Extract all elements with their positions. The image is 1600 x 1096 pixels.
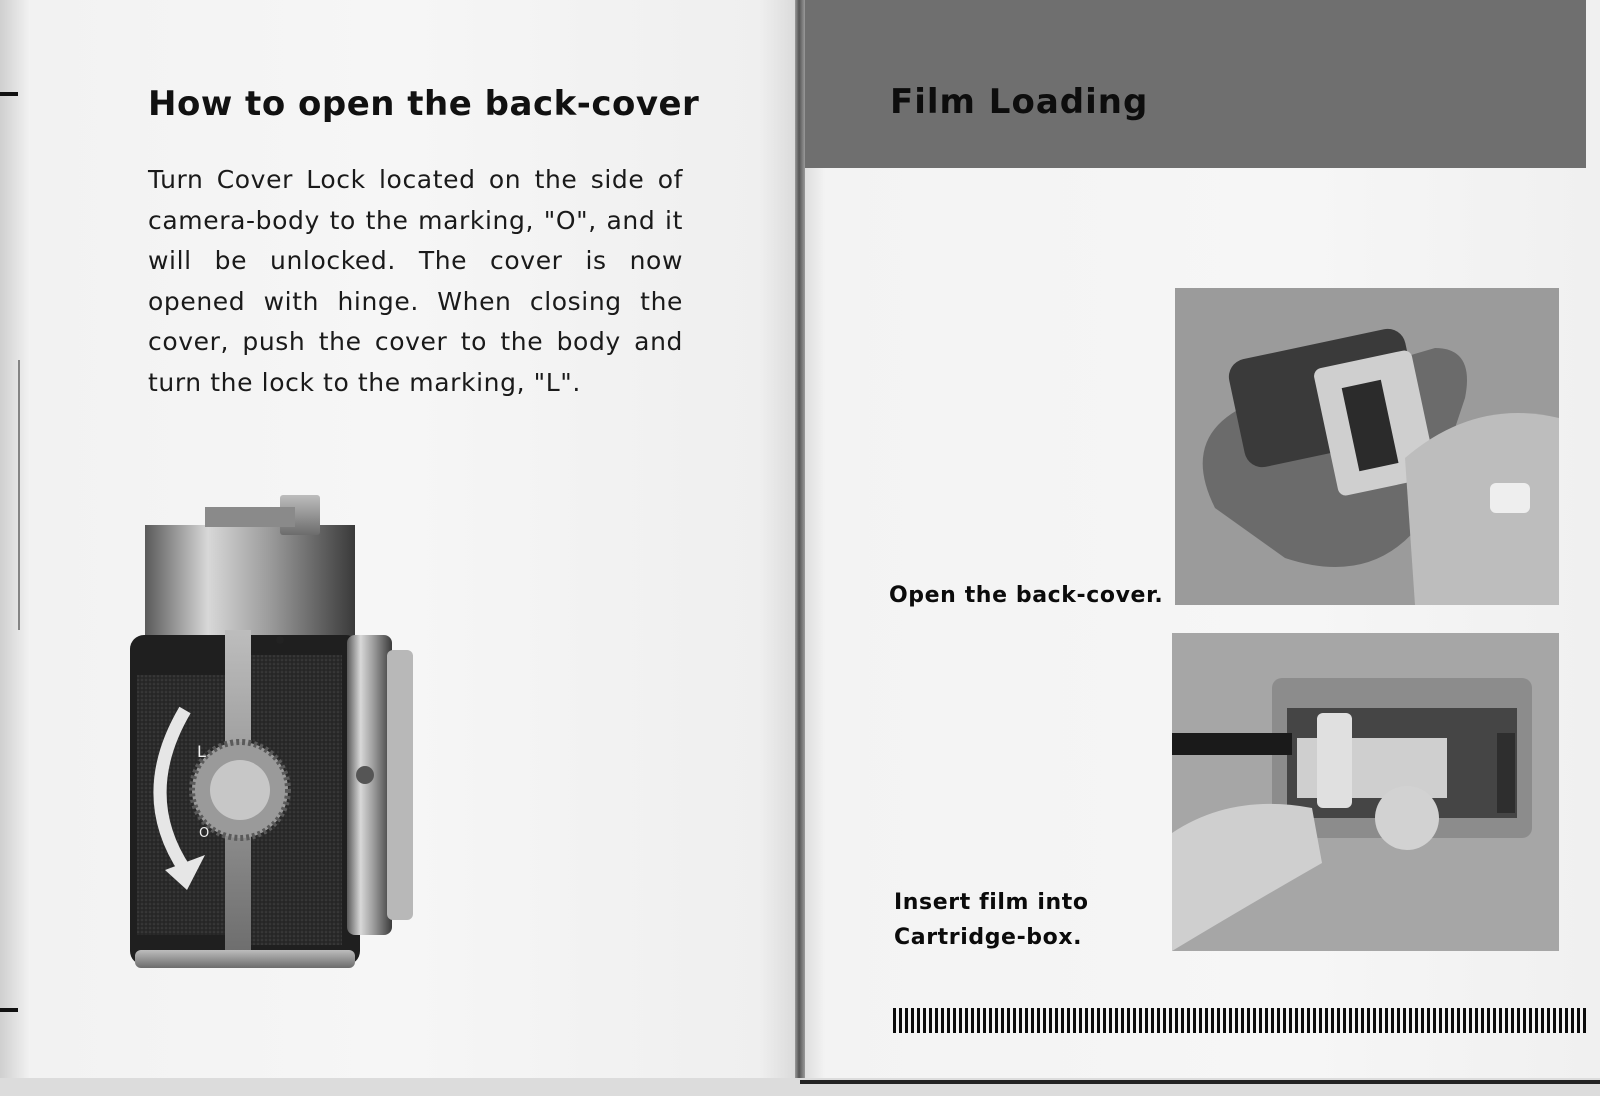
dial-label-lock: L [197, 742, 206, 761]
sprocket [1497, 733, 1515, 813]
page-edge-barcode [893, 1008, 1586, 1033]
camera-top-housing [145, 525, 355, 640]
lens-barrel [347, 635, 392, 935]
lens-ring [387, 650, 413, 920]
lens-button [356, 766, 374, 784]
camera-illustration [125, 495, 425, 995]
page-title: How to open the back-cover [148, 84, 700, 124]
fingers-shape [1405, 413, 1559, 605]
accessory-shoe [205, 507, 295, 527]
screw [276, 636, 284, 644]
instruction-text: Turn Cover Lock located on the side of camera-body to the marking, "O", and it will be unlocked. The cover is now opened with hinge. When closing the cover, push the cover to the body and turn the lock to the marking, "L". [148, 165, 683, 397]
film-cartridge [1317, 713, 1352, 808]
photo-caption: Insert film into Cartridge-box. [894, 890, 1089, 950]
cover-lock-dial-center [210, 760, 270, 820]
book-gutter [795, 0, 805, 1085]
page-edge-mark [0, 92, 18, 96]
page-title: Film Loading [890, 82, 1149, 122]
bottom-line [800, 1080, 1600, 1084]
page-edge-line [18, 360, 20, 630]
photo-insert-film [1172, 633, 1559, 951]
dial-label-open: O [199, 826, 210, 841]
photo-caption: Open the back-cover. [889, 583, 1164, 608]
take-up-spool [1375, 786, 1439, 850]
camera-strap [1172, 733, 1292, 755]
camera-base-plate [135, 950, 355, 968]
photo-open-back-cover [1175, 288, 1559, 605]
fingernail [1490, 483, 1530, 513]
page-edge-mark [0, 1008, 18, 1012]
